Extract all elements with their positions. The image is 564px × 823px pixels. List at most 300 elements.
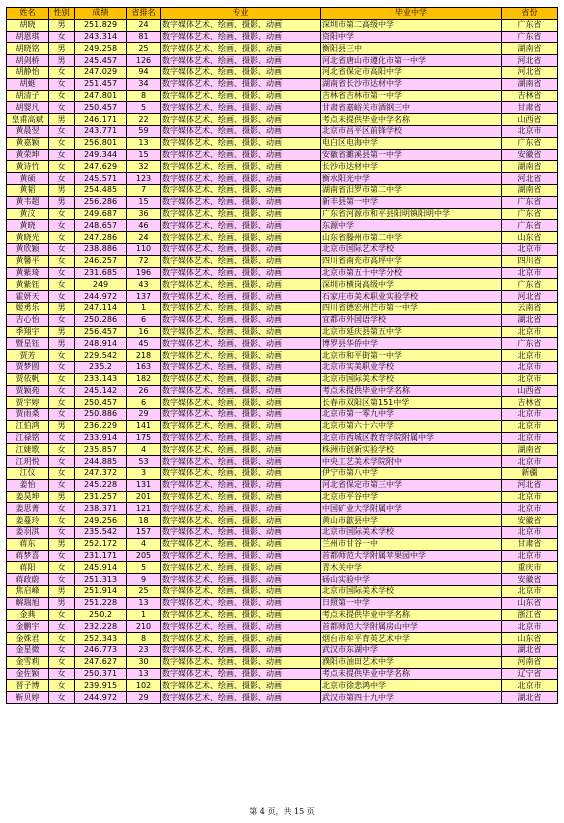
cell-name: 靳贝婷	[7, 692, 49, 704]
cell-rank: 163	[127, 361, 161, 373]
table-row	[7, 562, 558, 574]
cell-major: 数字媒体艺术、绘画、摄影、动画	[161, 586, 321, 598]
cell-gender: 女	[49, 90, 75, 102]
cell-major: 数字媒体艺术、绘画、摄影、动画	[161, 444, 321, 456]
cell-major: 数字媒体艺术、绘画、摄影、动画	[161, 385, 321, 397]
cell-major: 数字媒体艺术、绘画、摄影、动画	[161, 527, 321, 539]
cell-province: 河北省	[502, 173, 558, 185]
header-score: 成绩	[75, 8, 127, 20]
cell-school: 河北省保定市第三中学	[321, 479, 502, 491]
cell-major: 数字媒体艺术、绘画、摄影、动画	[161, 621, 321, 633]
cell-school: 兰州市甘谷一中	[321, 538, 502, 550]
cell-gender: 女	[49, 479, 75, 491]
cell-gender: 女	[49, 609, 75, 621]
cell-gender: 男	[49, 420, 75, 432]
cell-major: 数字媒体艺术、绘画、摄影、动画	[161, 184, 321, 196]
cell-province: 浙江省	[502, 609, 558, 621]
table-row	[7, 90, 558, 102]
cell-major: 数字媒体艺术、绘画、摄影、动画	[161, 609, 321, 621]
table-row	[7, 267, 558, 279]
cell-score: 238.371	[75, 503, 127, 515]
cell-rank: 123	[127, 173, 161, 185]
cell-province: 北京市	[502, 350, 558, 362]
cell-score: 250.2	[75, 609, 127, 621]
cell-rank: 141	[127, 420, 161, 432]
cell-province: 山东省	[502, 597, 558, 609]
cell-score: 250.457	[75, 397, 127, 409]
cell-gender: 女	[49, 444, 75, 456]
cell-province: 甘肃省	[502, 102, 558, 114]
cell-gender: 男	[49, 43, 75, 55]
table-row	[7, 137, 558, 149]
cell-province: 四川省	[502, 255, 558, 267]
cell-gender: 女	[49, 668, 75, 680]
cell-major: 数字媒体艺术、绘画、摄影、动画	[161, 538, 321, 550]
header-row	[7, 8, 558, 20]
cell-rank: 25	[127, 586, 161, 598]
cell-school: 北京市第六十六中学	[321, 420, 502, 432]
cell-school: 株洲市创新实验学校	[321, 444, 502, 456]
table-row	[7, 692, 558, 704]
cell-name: 贾雨桑	[7, 409, 49, 421]
cell-name: 金鹏宇	[7, 621, 49, 633]
cell-gender: 女	[49, 279, 75, 291]
cell-name: 黄荣坤	[7, 149, 49, 161]
cell-rank: 218	[127, 350, 161, 362]
cell-score: 250.886	[75, 409, 127, 421]
table-row	[7, 621, 558, 633]
cell-name: 霍妍天	[7, 291, 49, 303]
cell-province: 广东省	[502, 220, 558, 232]
cell-score: 243.314	[75, 31, 127, 43]
table-row	[7, 444, 558, 456]
cell-school: 武汉市东湖中学	[321, 645, 502, 657]
cell-name: 胡蜓	[7, 78, 49, 90]
cell-gender: 女	[49, 243, 75, 255]
cell-school: 中央工艺美术学院附中	[321, 456, 502, 468]
cell-major: 数字媒体艺术、绘画、摄影、动画	[161, 149, 321, 161]
cell-major: 数字媒体艺术、绘画、摄影、动画	[161, 373, 321, 385]
cell-rank: 32	[127, 161, 161, 173]
cell-province: 北京市	[502, 409, 558, 421]
table-row	[7, 338, 558, 350]
cell-score: 246.773	[75, 645, 127, 657]
cell-score: 235.542	[75, 527, 127, 539]
cell-province: 广东省	[502, 208, 558, 220]
cell-score: 250.457	[75, 102, 127, 114]
cell-school: 北京市平谷中学	[321, 491, 502, 503]
cell-school: 四川省南充市高坪中学	[321, 255, 502, 267]
cell-score: 247.801	[75, 90, 127, 102]
cell-gender: 女	[49, 621, 75, 633]
table-row	[7, 350, 558, 362]
cell-rank: 126	[127, 55, 161, 67]
table-row	[7, 503, 558, 515]
table-row	[7, 586, 558, 598]
cell-score: 249.256	[75, 515, 127, 527]
cell-major: 数字媒体艺术、绘画、摄影、动画	[161, 574, 321, 586]
table-row	[7, 173, 558, 185]
cell-name: 胡静怡	[7, 66, 49, 78]
cell-school: 衡阳县三中	[321, 43, 502, 55]
cell-major: 数字媒体艺术、绘画、摄影、动画	[161, 432, 321, 444]
cell-province: 北京市	[502, 550, 558, 562]
cell-rank: 196	[127, 267, 161, 279]
cell-name: 解瑞旭	[7, 597, 49, 609]
cell-score: 233.143	[75, 373, 127, 385]
cell-school: 山东省滕州市第二中学	[321, 232, 502, 244]
cell-gender: 男	[49, 338, 75, 350]
cell-major: 数字媒体艺术、绘画、摄影、动画	[161, 102, 321, 114]
cell-major: 数字媒体艺术、绘画、摄影、动画	[161, 314, 321, 326]
cell-province: 湖北省	[502, 692, 558, 704]
cell-school: 电白区电海中学	[321, 137, 502, 149]
cell-province: 安徽省	[502, 515, 558, 527]
cell-score: 246.257	[75, 255, 127, 267]
table-row	[7, 680, 558, 692]
cell-school: 考点未提供毕业中学名称	[321, 668, 502, 680]
cell-score: 251.829	[75, 19, 127, 31]
cell-name: 黄晓	[7, 220, 49, 232]
cell-province: 广东省	[502, 19, 558, 31]
cell-school: 首都师范大学附属房山中学	[321, 621, 502, 633]
cell-score: 244.972	[75, 291, 127, 303]
cell-rank: 182	[127, 373, 161, 385]
cell-gender: 女	[49, 574, 75, 586]
cell-major: 数字媒体艺术、绘画、摄影、动画	[161, 137, 321, 149]
cell-score: 238.886	[75, 243, 127, 255]
cell-school: 深圳市横岗高级中学	[321, 279, 502, 291]
cell-province: 北京市	[502, 373, 558, 385]
cell-gender: 男	[49, 491, 75, 503]
cell-rank: 16	[127, 326, 161, 338]
cell-rank: 30	[127, 656, 161, 668]
cell-school: 北京市国际美术学校	[321, 586, 502, 598]
cell-gender: 女	[49, 291, 75, 303]
cell-score: 249.687	[75, 208, 127, 220]
cell-name: 胡晓	[7, 19, 49, 31]
cell-name: 暨星钰	[7, 338, 49, 350]
cell-name: 贾颖苑	[7, 385, 49, 397]
cell-rank: 1	[127, 302, 161, 314]
cell-school: 长春市双阳区第151中学	[321, 397, 502, 409]
cell-rank: 6	[127, 397, 161, 409]
cell-gender: 男	[49, 302, 75, 314]
cell-gender: 女	[49, 125, 75, 137]
cell-gender: 女	[49, 267, 75, 279]
cell-name: 姬勇乐	[7, 302, 49, 314]
cell-rank: 53	[127, 456, 161, 468]
table-row	[7, 527, 558, 539]
cell-major: 数字媒体艺术、绘画、摄影、动画	[161, 43, 321, 55]
cell-province: 湖北省	[502, 645, 558, 657]
cell-major: 数字媒体艺术、绘画、摄影、动画	[161, 302, 321, 314]
cell-gender: 女	[49, 149, 75, 161]
cell-school: 北京市第一零九中学	[321, 409, 502, 421]
cell-school: 濮阳市油田艺术中学	[321, 656, 502, 668]
cell-score: 245.914	[75, 562, 127, 574]
cell-name: 胡恩琪	[7, 31, 49, 43]
cell-gender: 女	[49, 468, 75, 480]
cell-rank: 26	[127, 385, 161, 397]
cell-province: 北京市	[502, 491, 558, 503]
cell-gender: 女	[49, 137, 75, 149]
cell-province: 广东省	[502, 196, 558, 208]
cell-school: 宜都市外国语学校	[321, 314, 502, 326]
table-row	[7, 326, 558, 338]
cell-name: 蒋梦喜	[7, 550, 49, 562]
cell-major: 数字媒体艺术、绘画、摄影、动画	[161, 196, 321, 208]
cell-gender: 女	[49, 350, 75, 362]
cell-rank: 81	[127, 31, 161, 43]
cell-score: 250.286	[75, 314, 127, 326]
cell-major: 数字媒体艺术、绘画、摄影、动画	[161, 66, 321, 78]
cell-major: 数字媒体艺术、绘画、摄影、动画	[161, 114, 321, 126]
cell-gender: 女	[49, 633, 75, 645]
cell-name: 蒋阳	[7, 562, 49, 574]
table-row	[7, 291, 558, 303]
cell-name: 金星微	[7, 645, 49, 657]
cell-major: 数字媒体艺术、绘画、摄影、动画	[161, 562, 321, 574]
cell-major: 数字媒体艺术、绘画、摄影、动画	[161, 680, 321, 692]
cell-school: 东源中学	[321, 220, 502, 232]
cell-school: 北京市实美职业学校	[321, 361, 502, 373]
cell-gender: 女	[49, 656, 75, 668]
cell-province: 山西省	[502, 385, 558, 397]
cell-score: 252.343	[75, 633, 127, 645]
cell-school: 北京市国际美术学校	[321, 527, 502, 539]
cell-school: 青木关中学	[321, 562, 502, 574]
header-major: 专业	[161, 8, 321, 20]
cell-rank: 15	[127, 196, 161, 208]
cell-major: 数字媒体艺术、绘画、摄影、动画	[161, 397, 321, 409]
cell-name: 黄晓光	[7, 232, 49, 244]
cell-rank: 36	[127, 208, 161, 220]
cell-province: 辽宁省	[502, 668, 558, 680]
cell-rank: 205	[127, 550, 161, 562]
cell-score: 248.657	[75, 220, 127, 232]
table-row	[7, 161, 558, 173]
cell-rank: 13	[127, 668, 161, 680]
cell-school: 北京市徐悲鸿中学	[321, 680, 502, 692]
cell-gender: 女	[49, 409, 75, 421]
cell-major: 数字媒体艺术、绘画、摄影、动画	[161, 78, 321, 90]
header-gender: 性别	[49, 8, 75, 20]
cell-province: 山东省	[502, 633, 558, 645]
cell-rank: 18	[127, 515, 161, 527]
cell-school: 石家庄市美术职业实验学校	[321, 291, 502, 303]
table-row	[7, 102, 558, 114]
cell-gender: 女	[49, 456, 75, 468]
cell-rank: 15	[127, 149, 161, 161]
cell-province: 广东省	[502, 31, 558, 43]
cell-rank: 46	[127, 220, 161, 232]
cell-major: 数字媒体艺术、绘画、摄影、动画	[161, 90, 321, 102]
cell-gender: 男	[49, 196, 75, 208]
cell-major: 数字媒体艺术、绘画、摄影、动画	[161, 515, 321, 527]
cell-school: 北京市和平街第一中学	[321, 350, 502, 362]
cell-score: 256.457	[75, 326, 127, 338]
cell-province: 北京市	[502, 326, 558, 338]
cell-rank: 24	[127, 232, 161, 244]
cell-major: 数字媒体艺术、绘画、摄影、动画	[161, 597, 321, 609]
cell-name: 金佐颖	[7, 668, 49, 680]
cell-gender: 女	[49, 385, 75, 397]
cell-name: 姜怡	[7, 479, 49, 491]
cell-score: 245.228	[75, 479, 127, 491]
cell-province: 甘肃省	[502, 538, 558, 550]
cell-rank: 9	[127, 574, 161, 586]
cell-score: 249.344	[75, 149, 127, 161]
header-province: 省份	[502, 8, 558, 20]
cell-name: 姜羽淇	[7, 527, 49, 539]
cell-name: 胡婴凡	[7, 102, 49, 114]
cell-score: 251.914	[75, 586, 127, 598]
table-row	[7, 409, 558, 421]
cell-rank: 23	[127, 645, 161, 657]
table-row	[7, 420, 558, 432]
cell-major: 数字媒体艺术、绘画、摄影、动画	[161, 645, 321, 657]
table-row	[7, 597, 558, 609]
table-row	[7, 668, 558, 680]
cell-score: 256.286	[75, 196, 127, 208]
cell-score: 247.029	[75, 66, 127, 78]
cell-province: 北京市	[502, 243, 558, 255]
cell-school: 北京市昌平区前锋学校	[321, 125, 502, 137]
cell-score: 229.542	[75, 350, 127, 362]
cell-school: 北京市国际艺术学校	[321, 243, 502, 255]
cell-major: 数字媒体艺术、绘画、摄影、动画	[161, 468, 321, 480]
cell-school: 衡水阳光中学	[321, 173, 502, 185]
cell-name: 晋子博	[7, 680, 49, 692]
cell-name: 黄韬	[7, 184, 49, 196]
cell-gender: 女	[49, 432, 75, 444]
cell-province: 广东省	[502, 137, 558, 149]
cell-school: 烟台市牟平育英艺术中学	[321, 633, 502, 645]
cell-school: 考点未提供毕业中学名称	[321, 609, 502, 621]
cell-major: 数字媒体艺术、绘画、摄影、动画	[161, 692, 321, 704]
cell-province: 湖南省	[502, 43, 558, 55]
cell-major: 数字媒体艺术、绘画、摄影、动画	[161, 19, 321, 31]
table-row	[7, 279, 558, 291]
table-row	[7, 574, 558, 586]
cell-school: 考点未提供毕业中学名称	[321, 385, 502, 397]
cell-score: 251.457	[75, 78, 127, 90]
table-row	[7, 232, 558, 244]
table-row	[7, 314, 558, 326]
cell-rank: 157	[127, 527, 161, 539]
cell-school: 甘肃省嘉峪关市酒钢三中	[321, 102, 502, 114]
cell-gender: 女	[49, 562, 75, 574]
cell-school: 吉林省吉林市第一中学	[321, 90, 502, 102]
cell-score: 232.228	[75, 621, 127, 633]
cell-province: 河北省	[502, 479, 558, 491]
cell-gender: 女	[49, 31, 75, 43]
cell-name: 姜思菁	[7, 503, 49, 515]
cell-score: 243.771	[75, 125, 127, 137]
header-name: 姓名	[7, 8, 49, 20]
cell-major: 数字媒体艺术、绘画、摄影、动画	[161, 479, 321, 491]
table-row	[7, 515, 558, 527]
cell-major: 数字媒体艺术、绘画、摄影、动画	[161, 125, 321, 137]
cell-major: 数字媒体艺术、绘画、摄影、动画	[161, 491, 321, 503]
cell-province: 北京市	[502, 267, 558, 279]
cell-score: 256.801	[75, 137, 127, 149]
table-row	[7, 255, 558, 267]
table-row	[7, 468, 558, 480]
header-rank: 省排名	[127, 8, 161, 20]
cell-province: 湖南省	[502, 78, 558, 90]
cell-province: 北京市	[502, 503, 558, 515]
cell-province: 广东省	[502, 279, 558, 291]
cell-name: 胡剑桥	[7, 55, 49, 67]
cell-score: 245.571	[75, 173, 127, 185]
cell-name: 江仪	[7, 468, 49, 480]
table-row	[7, 609, 558, 621]
cell-gender: 男	[49, 184, 75, 196]
admission-table	[6, 7, 558, 704]
cell-score: 247.286	[75, 232, 127, 244]
cell-name: 黄馨平	[7, 255, 49, 267]
cell-score: 231.685	[75, 267, 127, 279]
cell-province: 北京市	[502, 432, 558, 444]
cell-gender: 男	[49, 55, 75, 67]
table-row	[7, 456, 558, 468]
cell-score: 247.372	[75, 468, 127, 480]
cell-province: 河南省	[502, 656, 558, 668]
cell-score: 249.258	[75, 43, 127, 55]
table-row	[7, 243, 558, 255]
cell-score: 239.915	[75, 680, 127, 692]
cell-rank: 94	[127, 66, 161, 78]
cell-name: 贾芳	[7, 350, 49, 362]
cell-school: 深圳市第二高级中学	[321, 19, 502, 31]
cell-school: 广东省河源市和平县阳明镇阳明中学	[321, 208, 502, 220]
cell-rank: 4	[127, 538, 161, 550]
cell-school: 北京市西城区教育学院附属中学	[321, 432, 502, 444]
cell-gender: 女	[49, 78, 75, 90]
header-school: 毕业中学	[321, 8, 502, 20]
cell-score: 251.228	[75, 597, 127, 609]
table-row	[7, 479, 558, 491]
table-row	[7, 184, 558, 196]
cell-school: 首都师范大学附属苹果园中学	[321, 550, 502, 562]
cell-name: 贾梦圆	[7, 361, 49, 373]
cell-gender: 女	[49, 645, 75, 657]
cell-score: 235.857	[75, 444, 127, 456]
cell-name: 江婕歌	[7, 444, 49, 456]
cell-name: 姜蔓玲	[7, 515, 49, 527]
cell-name: 焦启峰	[7, 586, 49, 598]
cell-major: 数字媒体艺术、绘画、摄影、动画	[161, 232, 321, 244]
table-row	[7, 19, 558, 31]
cell-rank: 121	[127, 503, 161, 515]
table-row	[7, 114, 558, 126]
cell-name: 胡清子	[7, 90, 49, 102]
cell-gender: 女	[49, 692, 75, 704]
cell-score: 235.2	[75, 361, 127, 373]
cell-rank: 1	[127, 609, 161, 621]
cell-major: 数字媒体艺术、绘画、摄影、动画	[161, 656, 321, 668]
table-row	[7, 149, 558, 161]
cell-province: 吉林省	[502, 397, 558, 409]
table-body	[7, 19, 558, 703]
cell-rank: 102	[127, 680, 161, 692]
cell-gender: 男	[49, 19, 75, 31]
cell-school: 考点未提供毕业中学名称	[321, 114, 502, 126]
table-row	[7, 538, 558, 550]
cell-school: 安徽省濉溪县第一中学	[321, 149, 502, 161]
